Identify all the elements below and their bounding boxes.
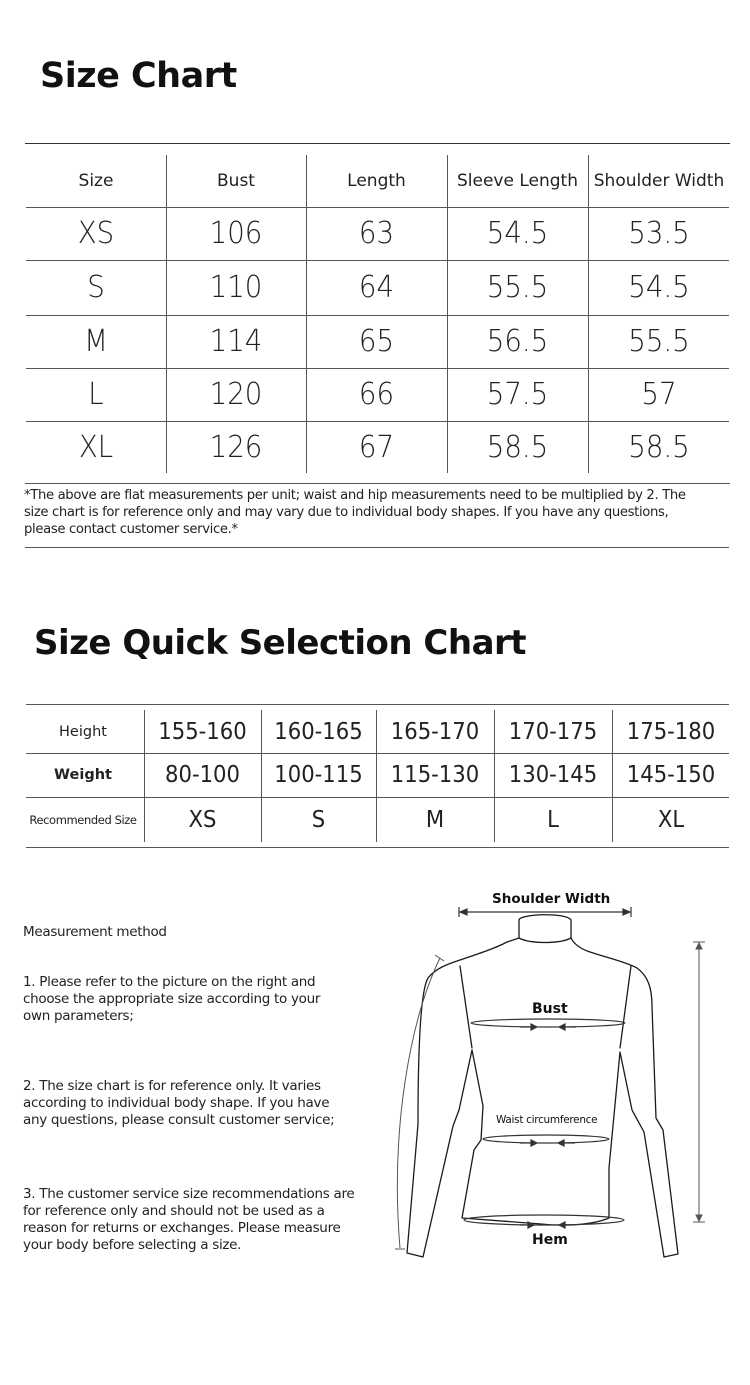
value-cell: XS	[188, 806, 217, 833]
quick-chart-title: Size Quick Selection Chart	[34, 623, 527, 663]
measurement-cell: 57.5	[486, 377, 549, 412]
measurement-line: 1. Please refer to the picture on the right and	[23, 974, 316, 990]
measurement-line: reason for returns or exchanges. Please measure	[23, 1220, 341, 1236]
size-label-cell: M	[84, 324, 108, 359]
bust-label: Bust	[532, 1001, 568, 1017]
measurement-cell: 110	[209, 270, 263, 305]
garment-diagram	[380, 870, 750, 1280]
size-chart-title: Size Chart	[40, 56, 237, 96]
value-cell: 160-165	[274, 718, 363, 745]
table-bottom-rule	[25, 483, 730, 484]
measurement-cell: 66	[358, 377, 395, 412]
left-armhole-seam	[460, 966, 472, 1048]
measurement-heading: Measurement method	[23, 924, 167, 940]
measurement-line: according to individual body shape. If you have	[23, 1095, 330, 1111]
measurement-line: 3. The customer service size recommendations are	[23, 1186, 355, 1202]
measurement-cell: 54.5	[486, 216, 549, 251]
value-cell: L	[547, 806, 559, 833]
value-cell: 80-100	[165, 762, 240, 788]
size-label-cell: XL	[78, 429, 114, 465]
value-cell: XL	[657, 806, 685, 833]
size-label-cell: L	[88, 377, 104, 412]
collar-outline	[407, 915, 678, 1257]
row-label: Weight	[54, 767, 112, 783]
value-cell: S	[311, 806, 326, 833]
value-cell: M	[425, 806, 445, 833]
waist-label: Waist circumference	[496, 1114, 598, 1126]
shoulder-width-label: Shoulder Width	[492, 891, 611, 907]
measurement-line: choose the appropriate size according to your	[23, 991, 321, 1007]
measurement-cell: 55.5	[628, 324, 690, 359]
collar-seam	[519, 938, 571, 943]
column-divider	[261, 710, 262, 842]
measurement-line: own parameters;	[23, 1008, 134, 1024]
measurement-cell: 67	[358, 429, 395, 465]
bust-measure-line	[471, 1019, 625, 1027]
column-header: Sleeve Length	[457, 171, 578, 191]
value-cell: 100-115	[274, 762, 363, 788]
column-header: Shoulder Width	[593, 171, 725, 191]
column-header: Length	[347, 171, 406, 191]
value-cell: 115-130	[390, 762, 480, 788]
size-chart-note-line: size chart is for reference only and may vary due to individual body shapes. If you have any questions,	[24, 505, 669, 520]
measurement-line: 2. The size chart is for reference only. It varies	[23, 1078, 321, 1094]
size-chart-note-line: *The above are flat measurements per unit; waist and hip measurements need to be multiplied by 2. The	[24, 488, 686, 503]
measurement-line: any questions, please consult customer service;	[23, 1112, 335, 1128]
value-cell: 155-160	[158, 718, 247, 745]
column-divider	[612, 710, 613, 842]
waist-measure-line	[483, 1135, 609, 1143]
table-top-rule	[26, 704, 729, 705]
size-label-cell: S	[87, 270, 105, 305]
table-bottom-rule	[26, 847, 729, 848]
measurement-cell: 58.5	[628, 429, 690, 465]
measurement-cell: 56.5	[486, 324, 549, 359]
right-armhole-seam	[620, 966, 631, 1048]
value-cell: 145-150	[626, 762, 716, 788]
column-divider	[144, 710, 145, 842]
column-divider	[376, 710, 377, 842]
hem-label: Hem	[532, 1232, 568, 1248]
column-header: Bust	[217, 171, 255, 191]
row-label: Recommended Size	[29, 812, 137, 827]
measurement-cell: 126	[209, 429, 263, 465]
measurement-cell: 64	[358, 270, 395, 305]
measurement-line: your body before selecting a size.	[23, 1237, 242, 1253]
measurement-cell: 63	[358, 216, 395, 251]
value-cell: 175-180	[626, 718, 716, 745]
value-cell: 170-175	[508, 718, 598, 745]
measurement-cell: 53.5	[628, 216, 690, 251]
measurement-cell: 120	[209, 377, 263, 412]
measurement-cell: 58.5	[486, 429, 549, 465]
size-label-cell: XS	[77, 216, 115, 251]
measurement-line: for reference only and should not be used as a	[23, 1203, 325, 1219]
measurement-cell: 54.5	[628, 270, 690, 305]
size-chart-note-line: please contact customer service.*	[24, 522, 238, 537]
measurement-cell: 106	[209, 216, 263, 251]
divider	[25, 547, 729, 548]
row-label: Height	[59, 723, 107, 740]
value-cell: 130-145	[508, 762, 598, 788]
measurement-cell: 65	[358, 324, 395, 359]
measurement-cell: 55.5	[486, 270, 549, 305]
column-header: Size	[78, 171, 114, 191]
column-divider	[494, 710, 495, 842]
measurement-cell: 114	[209, 324, 263, 359]
value-cell: 165-170	[390, 718, 480, 745]
table-top-rule	[25, 143, 730, 144]
measurement-cell: 57	[641, 377, 677, 412]
